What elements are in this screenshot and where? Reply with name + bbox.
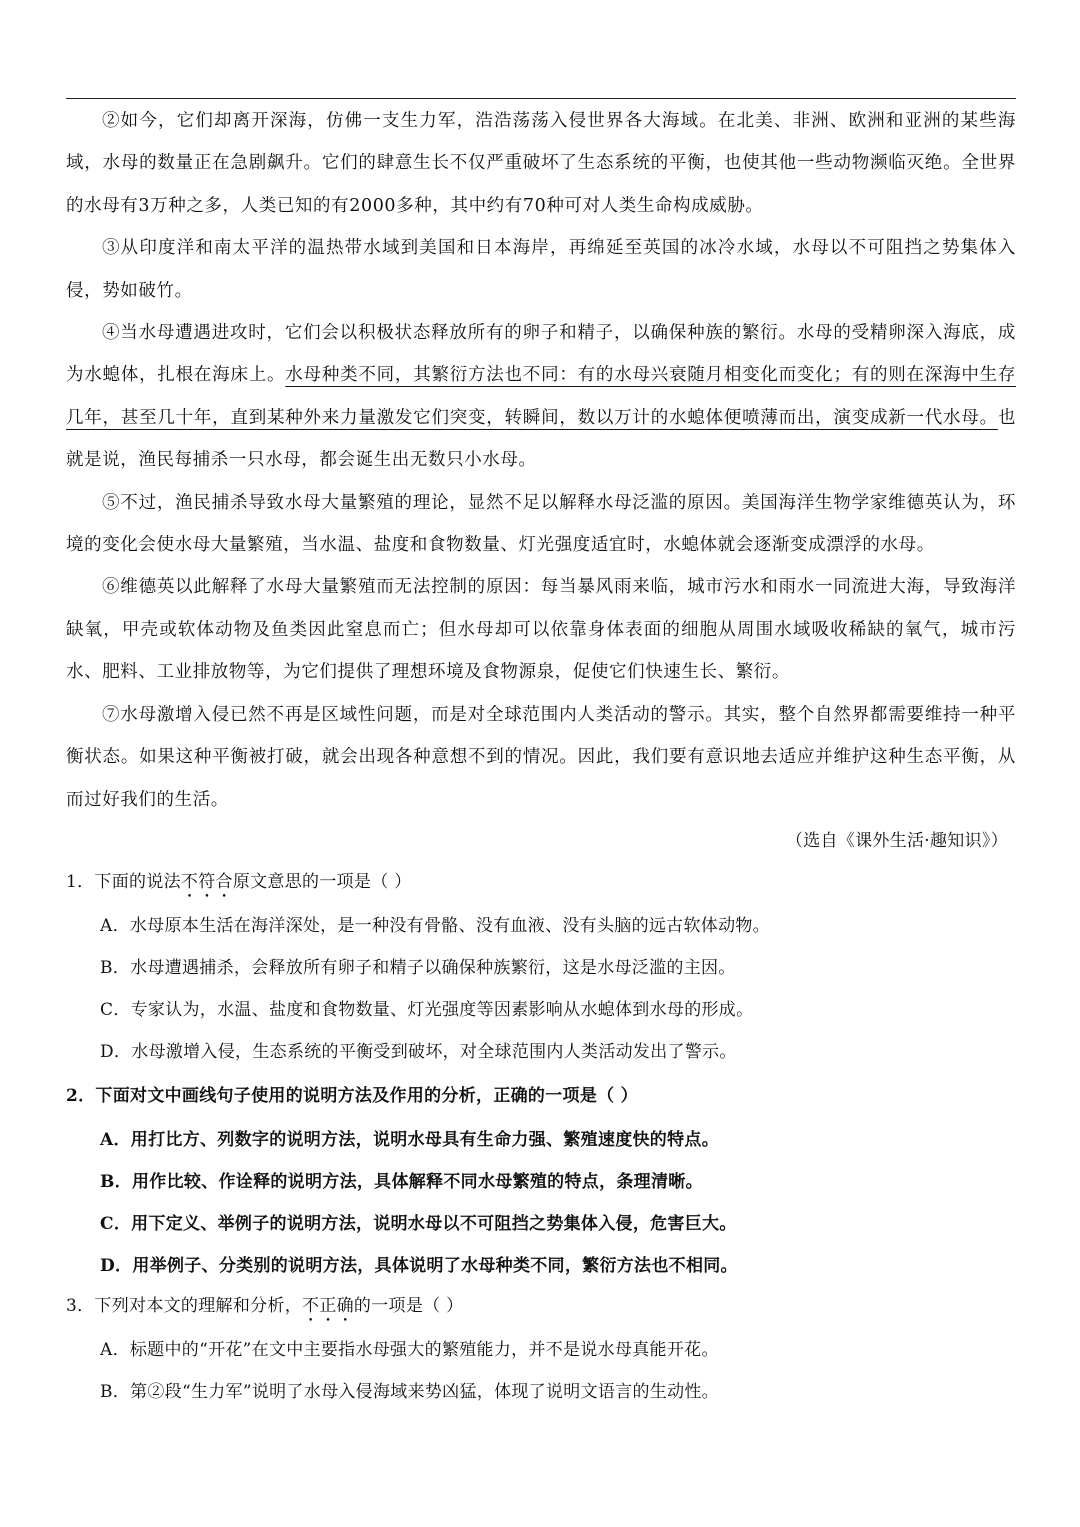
emphasis-text: 不正确 [302,1296,354,1316]
paragraph-4-conclusion: 也就是说，渔民每捕杀一只水母，都会诞生出无数只小水母。 [66,407,1016,471]
option-d[interactable]: D．用举例子、分类别的说明方法，具体说明了水母种类不同，繁衍方法也不相同。 [100,1256,738,1276]
question-1-stem-pre: 1．下面的说法 [66,872,181,892]
question-3-stem [66,1294,1016,1318]
paragraph-2: ②如今，它们却离开深海，仿佛一支生力军，浩浩荡荡入侵世界各大海域。在北美、非洲、欧洲和亚洲的某些海域，水母的数量正在急剧飙升。它们的肆意生长不仅严重破坏了生态系统的平衡，也使其他一些动物濒临灭绝。全世界的水母有3万种之多，人类已知的有2000多种，其中约有70种可对人类生命构成威胁。 [66,111,1016,216]
paragraph-6: ⑥维德英以此解释了水母大量繁殖而无法控制的原因：每当暴风雨来临，城市污水和雨水一同流进大海，导致海洋缺氧，甲壳或软体动物及鱼类因此窒息而亡；但水母却可以依靠身体表面的细胞从周围水域吸收稀缺的氧气，城市污水、肥料、工业排放物等，为它们提供了理想环境及食物源泉，促使它们快速生长、繁衍。 [66,577,1016,683]
paragraph-7: ⑦水母激增入侵已然不再是区域性问题，而是对全球范围内人类活动的警示。其实，整个自然界都需要维持一种平衡状态。如果这种平衡被打破，就会出现各种意想不到的情况。因此，我们要有意识地去适应并维护这种生态平衡，从而过好我们的生活。 [66,704,1016,810]
question-3-stem-pre: 3．下列对本文的理解和分析， [66,1296,303,1316]
article-body [66,100,1016,821]
question-3 [66,1294,1016,1404]
source-citation: （选自《课外生活·趣知识》） [785,831,1008,851]
question-3-stem-post: 的一项是（ ） [353,1296,464,1316]
paragraph-3: ③从印度洋和南太平洋的温热带水域到美国和日本海岸，再绵延至英国的冰冷水域，水母以不可阻挡之势集体入侵，势如破竹。 [66,238,1016,301]
option-d[interactable]: D．水母激增入侵，生态系统的平衡受到破坏，对全球范围内人类活动发出了警示。 [100,1042,737,1062]
question-2 [66,1084,1016,1278]
option-b[interactable]: B．第②段“生力军”说明了水母入侵海域来势凶猛，体现了说明文语言的生动性。 [100,1382,719,1402]
question-1 [66,870,1016,1064]
paragraph-4 [66,312,1016,482]
underlined-sentence: 水母种类不同，其繁衍方法也不同：有的水母兴衰随月相变化而变化；有的则在深海中生存几年，甚至几十年，直到某种外来力量激发它们突变，转瞬间，数以万计的水螅体便喷薄而出，演变成新一代水母。 [66,365,1017,428]
option-c[interactable]: C．用下定义、举例子的说明方法，说明水母以不可阻挡之势集体入侵，危害巨大。 [100,1214,737,1234]
question-2-stem: 2．下面对文中画线句子使用的说明方法及作用的分析，正确的一项是（ ） [66,1086,638,1106]
emphasis-text: 不符合 [180,872,233,892]
paragraph-4-intro: ④当水母遭遇进攻时，它们会以积极状态释放所有的卵子和精子，以确保种族的繁衍。水母的受精卵深入海底，成为水螅体，扎根在海床上。 [66,323,1016,386]
header-rule [66,98,1016,99]
option-a[interactable]: A．用打比方、列数字的说明方法，说明水母具有生命力强、繁殖速度快的特点。 [100,1130,719,1150]
option-a[interactable]: A．水母原本生活在海洋深处，是一种没有骨骼、没有血液、没有头脑的远古软体动物。 [100,916,770,936]
option-b[interactable]: B．水母遭遇捕杀，会释放所有卵子和精子以确保种族繁衍，这是水母泛滥的主因。 [100,958,736,978]
option-c[interactable]: C．专家认为，水温、盐度和食物数量、灯光强度等因素影响从水螅体到水母的形成。 [100,1000,754,1020]
option-b[interactable]: B．用作比较、作诠释的说明方法，具体解释不同水母繁殖的特点，条理清晰。 [100,1172,703,1192]
question-1-stem [66,870,1016,894]
question-1-stem-post: 原文意思的一项是（ ） [232,872,412,892]
paragraph-5: ⑤不过，渔民捕杀导致水母大量繁殖的理论，显然不足以解释水母泛滥的原因。美国海洋生物学家维德英认为，环境的变化会使水母大量繁殖，当水温、盐度和食物数量、灯光强度适宜时，水螅体就会逐渐变成漂浮的水母。 [66,492,1016,556]
option-a[interactable]: A．标题中的“开花”在文中主要指水母强大的繁殖能力，并不是说水母真能开花。 [100,1340,719,1360]
